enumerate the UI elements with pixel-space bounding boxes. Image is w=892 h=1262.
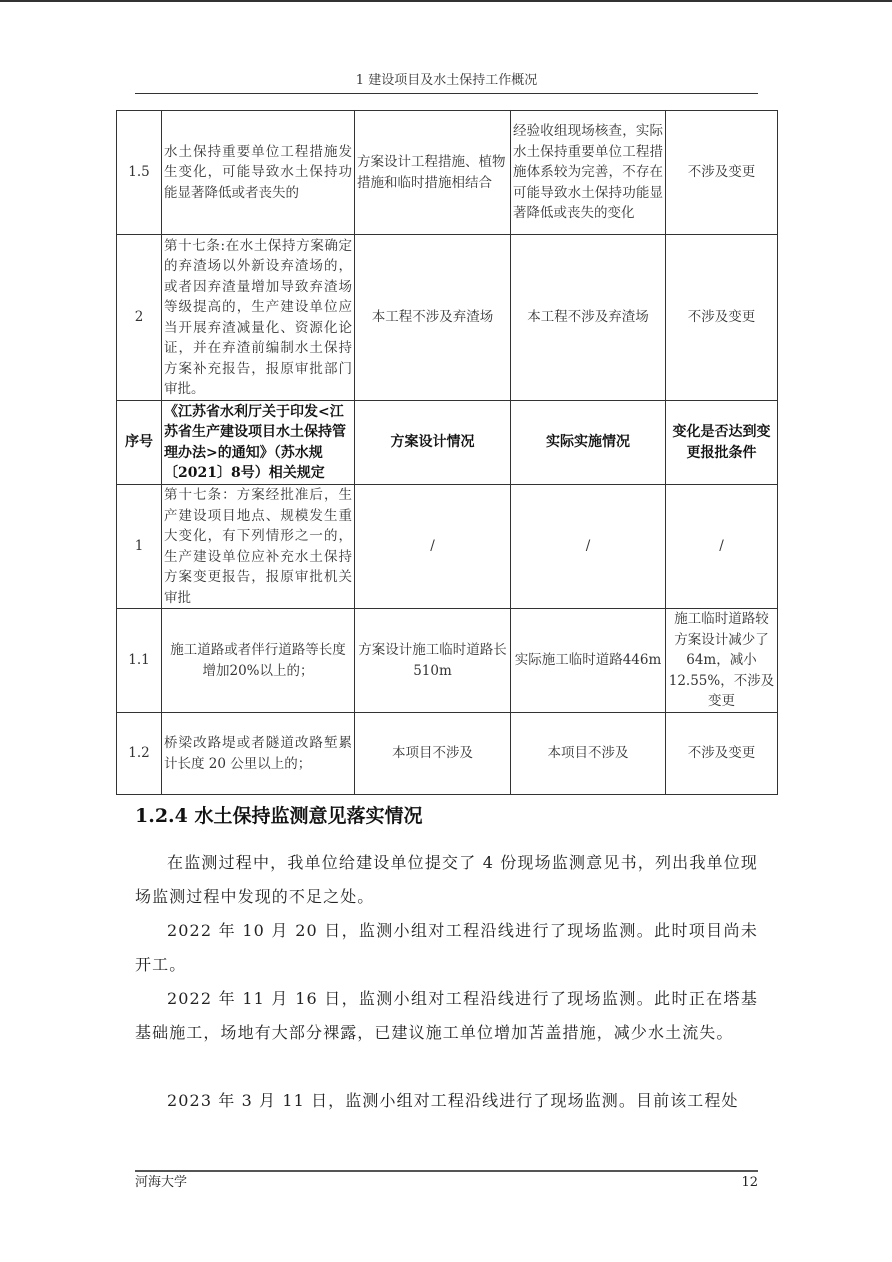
table-row xyxy=(117,713,778,795)
cell-no: 1 xyxy=(117,485,162,609)
cell-plan: 方案设计施工临时道路长 510m xyxy=(355,609,511,713)
cell-actual: / xyxy=(511,485,666,609)
cell-plan: / xyxy=(355,485,511,609)
page-top-edge xyxy=(0,0,892,2)
table-row xyxy=(117,235,778,401)
body-paragraph: 2022 年 10 月 20 日，监测小组对工程沿线进行了现场监测。此时项目尚未开工。 xyxy=(135,921,758,974)
running-header: 1 建设项目及水土保持工作概况 xyxy=(355,73,538,88)
header-actual: 实际实施情况 xyxy=(511,401,666,485)
cell-actual: 经验收组现场核查，实际水土保持重要单位工程措施体系较为完善，不存在可能导致水土保持功能显著降低或丧失的变化 xyxy=(511,111,666,235)
cell-rule: 施工道路或者伴行道路等长度增加20%以上的； xyxy=(162,609,355,713)
cell-no: 2 xyxy=(117,235,162,401)
cell-result: 施工临时道路较方案设计减少了 64m，减小12.55%，不涉及变更 xyxy=(666,609,778,713)
cell-plan: 本项目不涉及 xyxy=(355,713,511,795)
cell-rule: 第十七条:在水土保持方案确定的弃渣场以外新设弃渣场的，或者因弃渣量增加导致弃渣场等级提高的，生产建设单位应当开展弃渣减量化、资源化论证，并在弃渣前编制水土保持方案补充报告，报原审批部门审批。 xyxy=(162,235,355,401)
header-result: 变化是否达到变更报批条件 xyxy=(666,401,778,485)
cell-plan: 方案设计工程措施、植物措施和临时措施相结合 xyxy=(355,111,511,235)
change-assessment-table xyxy=(116,110,778,795)
cell-rule: 第十七条：方案经批准后，生产建设项目地点、规模发生重大变化，有下列情形之一的，生产建设单位应补充水土保持方案变更报告，报原审批机关审批 xyxy=(162,485,355,609)
table-row xyxy=(117,609,778,713)
cell-no: 1.5 xyxy=(117,111,162,235)
section-heading: 1.2.4 水土保持监测意见落实情况 xyxy=(135,805,423,827)
cell-no: 1.2 xyxy=(117,713,162,795)
cell-rule: 水土保持重要单位工程措施发生变化，可能导致水土保持功能显著降低或者丧失的 xyxy=(162,111,355,235)
table-row xyxy=(117,111,778,235)
cell-plan: 本工程不涉及弃渣场 xyxy=(355,235,511,401)
body-paragraph: 2023 年 3 月 11 日，监测小组对工程沿线进行了现场监测。目前该工程处 xyxy=(167,1091,739,1110)
cell-result: 不涉及变更 xyxy=(666,111,778,235)
table-header-row xyxy=(117,401,778,485)
cell-actual: 本项目不涉及 xyxy=(511,713,666,795)
footer-rule xyxy=(135,1170,758,1172)
cell-rule: 桥梁改路堤或者隧道改路堑累计长度 20 公里以上的； xyxy=(162,713,355,795)
cell-result: / xyxy=(666,485,778,609)
header-no: 序号 xyxy=(117,401,162,485)
page-number: 12 xyxy=(741,1175,758,1190)
header-rule xyxy=(135,93,758,94)
cell-actual: 本工程不涉及弃渣场 xyxy=(511,235,666,401)
cell-result: 不涉及变更 xyxy=(666,235,778,401)
cell-no: 1.1 xyxy=(117,609,162,713)
footer-institution: 河海大学 xyxy=(135,1175,188,1190)
header-plan: 方案设计情况 xyxy=(355,401,511,485)
body-paragraph: 2022 年 11 月 16 日，监测小组对工程沿线进行了现场监测。此时正在塔基基础施工，场地有大部分裸露，已建议施工单位增加苫盖措施，减少水土流失。 xyxy=(135,989,758,1042)
header-rule-text: 《江苏省水利厅关于印发<江苏省生产建设项目水土保持管理办法>的通知》（苏水规〔2021〕8号）相关规定 xyxy=(162,401,355,485)
table-row xyxy=(117,485,778,609)
cell-result: 不涉及变更 xyxy=(666,713,778,795)
body-paragraph: 在监测过程中，我单位给建设单位提交了 4 份现场监测意见书，列出我单位现场监测过程中发现的不足之处。 xyxy=(135,853,758,906)
cell-actual: 实际施工临时道路446m xyxy=(511,609,666,713)
